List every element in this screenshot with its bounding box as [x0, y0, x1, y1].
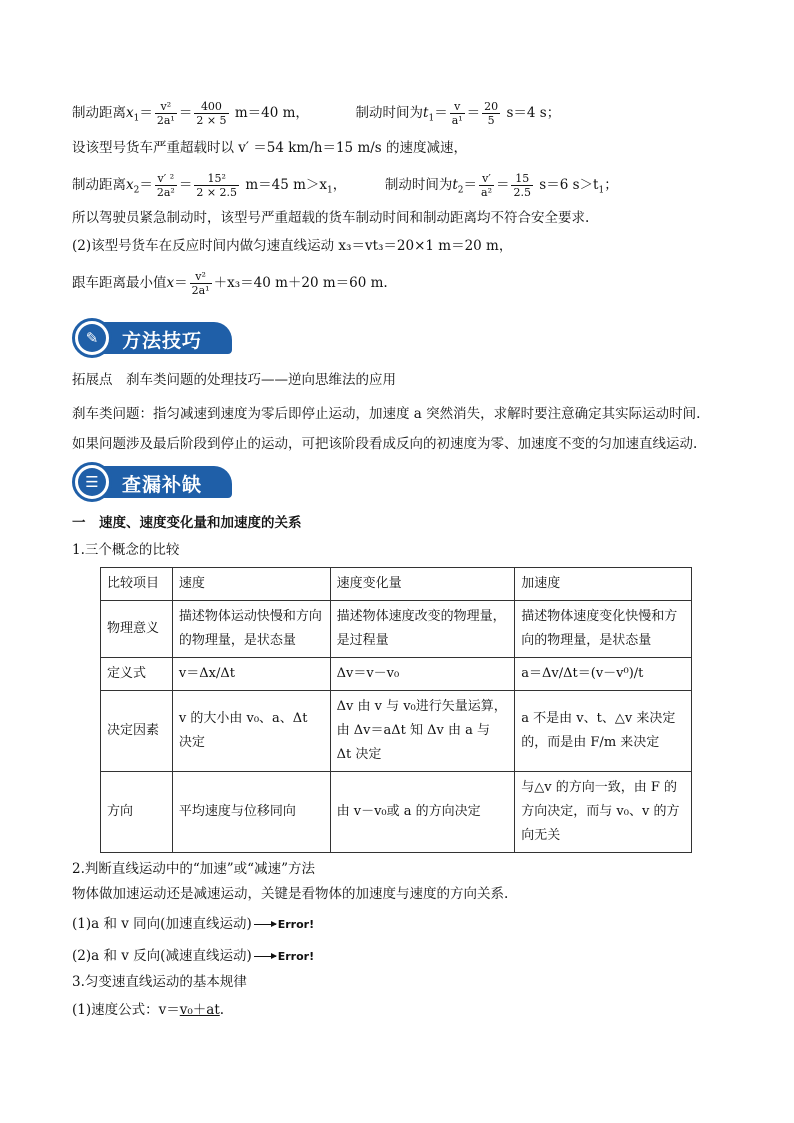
- table-cell: v 的大小由 v₀、a、Δt 决定: [172, 691, 330, 772]
- fraction: $\frac{v}{\text{a¹}}$: [451, 100, 463, 127]
- fraction: $\frac{\text{15²}}{2 \times 2.5}$: [196, 172, 238, 199]
- fraction: $\frac{20}{5}$: [484, 100, 499, 127]
- conclusion-line: 所以驾驶员紧急制动时，该型号严重超载的货车制动时间和制动距离均不符合安全要求.: [72, 210, 590, 226]
- table-cell: Δv＝v－v₀: [330, 658, 515, 691]
- table-cell: v＝Δx/Δt: [172, 658, 330, 691]
- arrow-right-icon: [254, 956, 276, 957]
- clipboard-icon: ☰: [72, 462, 112, 502]
- subheading-accel-decel: 2.判断直线运动中的“加速”或“减速”方法: [72, 861, 315, 877]
- table-header: 加速度: [515, 568, 692, 601]
- section-heading: 一 速度、速度变化量和加速度的关系: [72, 515, 302, 531]
- method-tips-banner: [72, 318, 232, 358]
- table-cell: 物理意义: [101, 601, 173, 658]
- arrow-right-icon: [254, 924, 276, 925]
- table-cell: 描述物体速度改变的物理量，是过程量: [330, 601, 515, 658]
- table-row: [101, 658, 692, 691]
- table-row: [101, 691, 692, 772]
- fraction: $\frac{\text{v²}}{\text{2a¹}}$: [191, 270, 210, 297]
- table-header-row: [101, 568, 692, 601]
- banner-title: 查漏补缺: [122, 474, 203, 496]
- table-cell: 由 v－v₀或 a 的方向决定: [330, 772, 515, 853]
- reaction-distance-line: (2)该型号货车在反应时间内做匀速直线运动 x₃＝vt₃＝20×1 m＝20 m，: [72, 238, 513, 254]
- table-cell: Δv 由 v 与 v₀进行矢量运算，由 Δv＝aΔt 知 Δv 由 a 与 Δt 决定: [330, 691, 515, 772]
- min-following-distance-line: 跟车距离最小值x＝ $\frac{\text{v²}}{\text{2a¹}}$ ＋x₃＝40 m＋20 m＝60 m.: [72, 270, 388, 297]
- fraction: $\frac{v'}{\text{a²}}$: [481, 172, 492, 199]
- braking-problem-text: 刹车类问题：指匀减速到速度为零后即停止运动，加速度 a 突然消失，求解时要注意确定其实际运动时间.: [72, 406, 701, 422]
- reverse-thinking-text: 如果问题涉及最后阶段到停止的运动，可把该阶段看成反向的初速度为零、加速度不变的匀加速直线运动.: [72, 436, 698, 452]
- table-header: 比较项目: [101, 568, 173, 601]
- table-cell: a 不是由 v、t、△v 来决定的，而是由 F/m 来决定: [515, 691, 692, 772]
- pencil-icon: ✎: [72, 318, 112, 358]
- braking-distance-line-2: 制动距离$x_2=$ $\frac{\text{v′ ²}}{\text{2a²}}$ ＝ $\frac{\text{15²}}{2 \times 2.5}$ m＝45 $m>x_1$， 制动时间为$t_2=$ $\frac{v'}{\text{a²}}$ ＝ $\frac{15}{2.5}$ s＝6 $s>t_1$；: [72, 172, 618, 199]
- direction-relation-text: 物体做加速运动还是减速运动，关键是看物体的加速度与速度的方向关系.: [72, 886, 509, 902]
- table-cell: 与△v 的方向一致，由 F 的方向决定，而与 v₀、v 的方向无关: [515, 772, 692, 853]
- table-cell: 描述物体速度变化快慢和方向的物理量，是状态量: [515, 601, 692, 658]
- subheading-basic-laws: 3.匀变速直线运动的基本规律: [72, 974, 247, 990]
- table-row: [101, 601, 692, 658]
- expansion-point: 拓展点 刹车类问题的处理技巧——逆向思维法的应用: [72, 372, 396, 388]
- table-cell: 平均速度与位移同向: [172, 772, 330, 853]
- fraction: $\frac{\text{v′ ²}}{\text{2a²}}$: [156, 172, 175, 199]
- table-row: [101, 772, 692, 853]
- table-cell: 定义式: [101, 658, 173, 691]
- table-header: 速度变化量: [330, 568, 515, 601]
- fraction: $\frac{400}{2 \times 5}$: [196, 100, 227, 127]
- fraction: $\frac{\text{v²}}{\text{2a¹}}$: [156, 100, 175, 127]
- subheading-concept-comparison: 1.三个概念的比较: [72, 542, 180, 558]
- braking-distance-line-1: 制动距离$x_1=$ $\frac{\text{v²}}{\text{2a¹}}$ ＝ $\frac{400}{2 \times 5}$ m＝40 m， 制动时间为$t_1=$ $\frac{v}{\text{a¹}}$ ＝ $\frac{20}{5}$ s＝4 s；: [72, 100, 561, 127]
- comparison-table: [100, 567, 692, 853]
- table-cell: 决定因素: [101, 691, 173, 772]
- fraction: $\frac{15}{2.5}$: [513, 172, 531, 199]
- table-cell: 方向: [101, 772, 173, 853]
- overload-speed-line: 设该型号货车严重超载时以 v′ ＝54 km/h＝15 m/s 的速度减速，: [72, 140, 468, 156]
- opposite-direction-item: (2)a 和 v 反向(减速直线运动) Error!: [72, 948, 315, 964]
- banner-title: 方法技巧: [122, 330, 203, 352]
- same-direction-item: (1)a 和 v 同向(加速直线运动) Error!: [72, 916, 315, 932]
- table-cell: a＝Δv/Δt＝(v－v⁰)/t: [515, 658, 692, 691]
- table-header: 速度: [172, 568, 330, 601]
- fill-gaps-banner: [72, 462, 232, 502]
- velocity-formula: (1)速度公式：v＝v₀＋at.: [72, 1002, 225, 1018]
- table-cell: 描述物体运动快慢和方向的物理量，是状态量: [172, 601, 330, 658]
